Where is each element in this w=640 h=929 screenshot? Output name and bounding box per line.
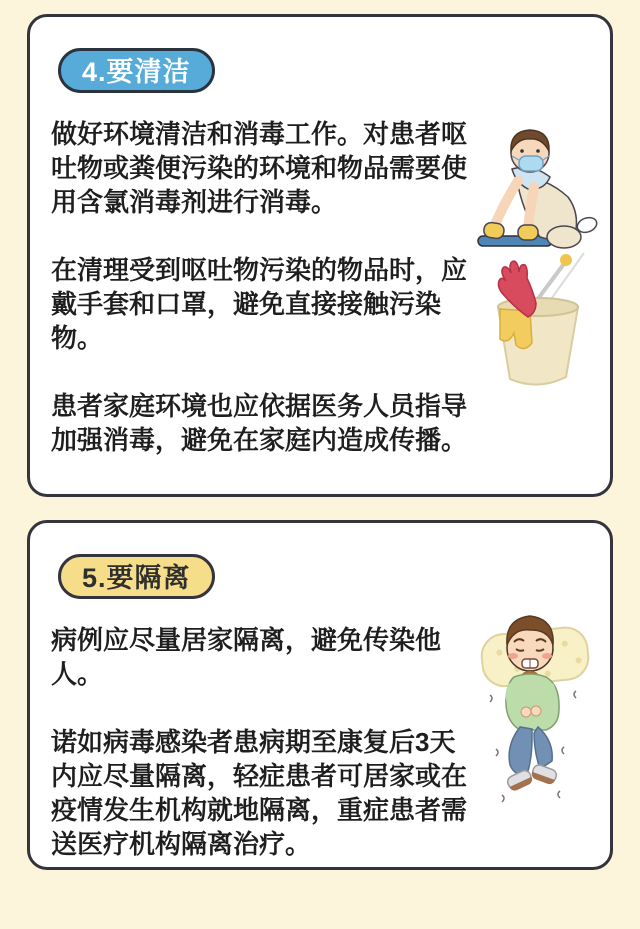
badge-label: 4.要清洁 <box>82 56 191 87</box>
card-cleaning <box>27 14 613 497</box>
paragraph: 患者家庭环境也应依据医务人员指导加强消毒，避免在家庭内造成传播。 <box>51 391 468 455</box>
bucket-gloves-mop-illustration <box>466 251 596 391</box>
card-isolation <box>27 520 613 870</box>
section-badge-isolation <box>58 554 215 599</box>
paragraph: 做好环境清洁和消毒工作。对患者呕吐物或粪便污染的环境和物品需要使用含氯消毒剂进行消毒。 <box>51 119 468 217</box>
paragraph: 诺如病毒感染者患病期至康复后3天内应尽量隔离，轻症患者可居家或在疫情发生机构就地隔离，重症患者需送医疗机构隔离治疗。 <box>51 727 468 859</box>
paragraph: 病例应尽量居家隔离，避免传染他人。 <box>51 625 442 689</box>
cleaning-person-illustration <box>474 123 604 268</box>
card-cleaning-text <box>51 117 475 457</box>
paragraph: 在清理受到呕吐物污染的物品时，应戴手套和口罩，避免直接接触污染物。 <box>51 255 468 353</box>
badge-label: 5.要隔离 <box>82 562 191 593</box>
section-badge-cleaning <box>58 48 215 93</box>
card-isolation-text <box>51 623 475 861</box>
sick-person-illustration <box>476 599 606 839</box>
